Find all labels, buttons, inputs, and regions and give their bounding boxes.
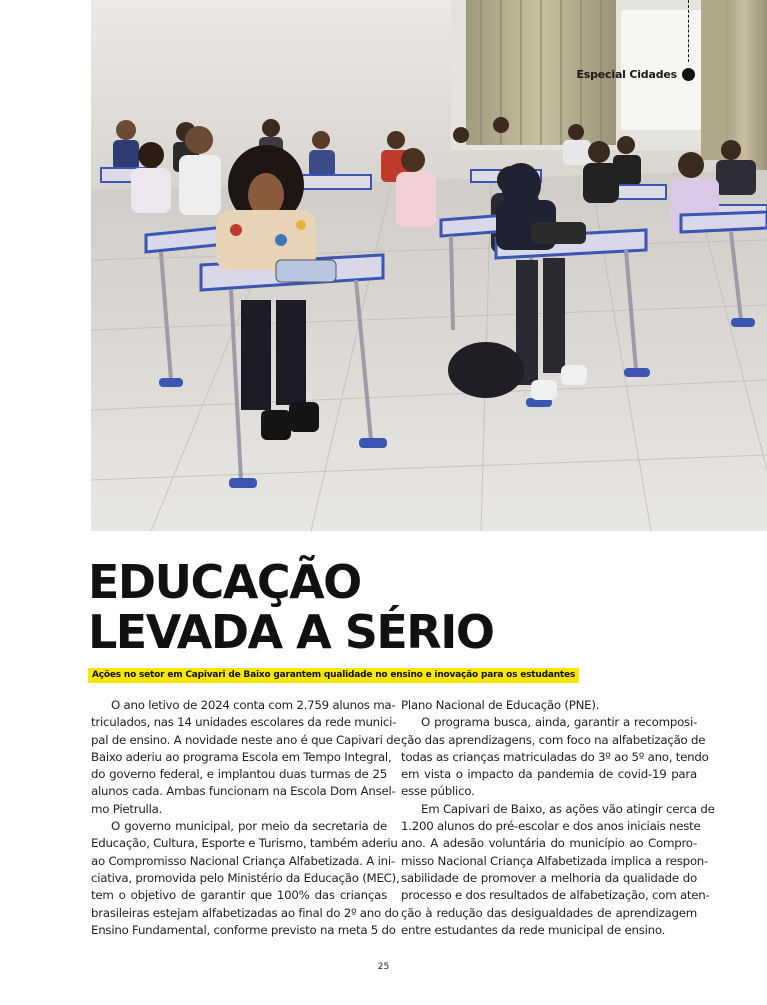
- body-column-left: [91, 697, 401, 939]
- text-line: O governo municipal, por meio da secretaria de: [111, 819, 387, 834]
- article-headline: [88, 557, 688, 657]
- text-line: O ano letivo de 2024 conta com 2.759 alunos ma-: [111, 698, 396, 712]
- text-line: brasileiras estejam alfabetizadas ao final do 2º ano do: [91, 905, 399, 920]
- section-tag-line: [688, 0, 689, 62]
- text-line: do governo federal, e implantou duas turmas de 25: [91, 767, 387, 782]
- text-line: 1.200 alunos do pré-escolar e dos anos iniciais neste: [401, 819, 701, 834]
- text-line: Em Capivari de Baixo, as ações vão atingir cerca de: [421, 801, 715, 816]
- text-line: Ensino Fundamental, conforme previsto na meta 5 do: [91, 922, 396, 937]
- text-line: pal de ensino. A novidade neste ano é que Capivari de: [91, 732, 401, 747]
- text-line: esse público.: [401, 784, 475, 799]
- text-line: ao Compromisso Nacional Criança Alfabetizada. A ini-: [91, 853, 395, 868]
- section-tag: [576, 68, 695, 81]
- text-line: alunos cada. Ambas funcionam na Escola Dom Ansel-: [91, 784, 396, 799]
- text-line: O programa busca, ainda, garantir a recomposi-: [421, 715, 697, 730]
- headline-line-2: LEVADA A SÉRIO: [88, 605, 494, 659]
- text-line: mo Pietrulla.: [91, 801, 163, 816]
- text-line: ciativa, promovida pelo Ministério da Educação (MEC),: [91, 870, 400, 885]
- headline-line-1: EDUCAÇÃO: [88, 555, 361, 609]
- text-line: triculados, nas 14 unidades escolares da rede munici-: [91, 715, 397, 730]
- text-line: Educação, Cultura, Esporte e Turismo, também aderiu: [91, 836, 398, 851]
- page-number: 25: [377, 962, 390, 972]
- section-label: Especial Cidades: [576, 68, 677, 81]
- body-column-right: [401, 697, 715, 939]
- text-line: ano. A adesão voluntária do município ao Compro-: [401, 836, 697, 851]
- text-line: processo e dos resultados de alfabetização, com aten-: [401, 888, 710, 903]
- text-line: ção à redução das desigualdades de aprendizagem: [401, 905, 697, 920]
- text-line: em vista o impacto da pandemia de covid-19 para: [401, 767, 697, 782]
- section-dot-icon: [682, 68, 695, 81]
- text-line: entre estudantes da rede municipal de ensino.: [401, 922, 666, 937]
- text-line: tem o objetivo de garantir que 100% das crianças: [91, 888, 387, 903]
- text-line: sabilidade de promover a melhoria da qualidade do: [401, 870, 697, 885]
- text-line: Plano Nacional de Educação (PNE).: [401, 698, 600, 712]
- article-subtitle: Ações no setor em Capivari de Baixo garantem qualidade no ensino e inovação para os estudantes: [88, 668, 579, 683]
- text-line: todas as crianças matriculadas do 3º ao 5º ano, tendo: [401, 749, 709, 764]
- text-line: misso Nacional Criança Alfabetizada implica a respon-: [401, 853, 709, 868]
- text-line: ção das aprendizagens, com foco na alfabetização de: [401, 732, 706, 747]
- text-line: Baixo aderiu ao programa Escola em Tempo Integral,: [91, 749, 392, 764]
